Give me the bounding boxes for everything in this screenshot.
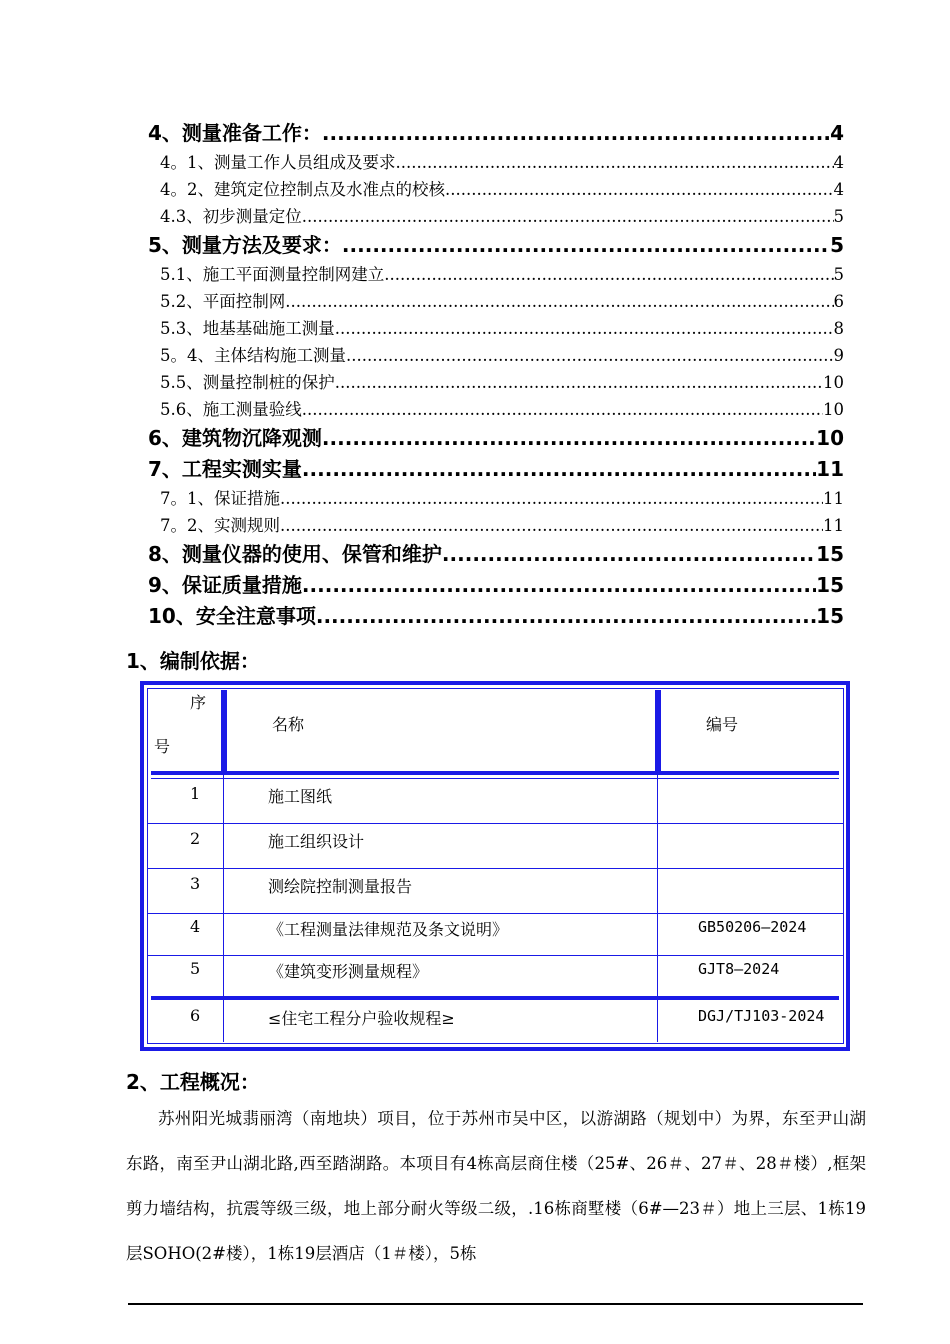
- toc-entry-section[interactable]: [148, 203, 844, 230]
- toc-entry-page: 15: [816, 542, 844, 566]
- row-6-name: ≤住宅工程分户验收规程≥: [268, 1009, 455, 1028]
- table-header-rule: [151, 771, 839, 775]
- toc-entry-page: 4: [833, 153, 844, 172]
- toc-entry-title: 5.2、平面控制网: [160, 292, 286, 311]
- overview-text: 苏州阳光城翡丽湾（南地块）项目，位于苏州市吴中区，以游湖路（规划中）为界，东至尹山湖东路，南至尹山湖北路,西至踏湖路。本项目有4栋高层商住楼（25#、26＃、27＃、28＃楼）,框架剪力墙结构，抗震等级三级，地上部分耐火等级二级，.16栋商墅楼（6#—23＃）地上三层、1栋19层SOHO(2#楼），1栋19层酒店（1＃楼），5栋: [126, 1109, 866, 1263]
- table-header-divider-1: [221, 690, 227, 774]
- toc-entry-section[interactable]: [148, 369, 844, 396]
- row-5-no: 5: [190, 959, 201, 978]
- toc-entry-page: 11: [816, 457, 844, 481]
- toc-entry-chapter[interactable]: [148, 570, 844, 601]
- toc-entry-page: 5: [833, 207, 844, 226]
- toc-entry-chapter[interactable]: [148, 539, 844, 570]
- row-1-name: 施工图纸: [268, 787, 333, 806]
- toc-entry-title: 8、测量仪器的使用、保管和维护: [148, 542, 442, 566]
- toc-leader-dots: [445, 176, 834, 203]
- row-2-name: 施工组织设计: [268, 832, 365, 851]
- toc-leader-dots: [302, 396, 823, 423]
- toc-entry-page: 10: [823, 400, 844, 419]
- toc-entry-chapter[interactable]: [148, 230, 844, 261]
- toc-entry-title: 7。1、保证措施: [160, 489, 280, 508]
- toc-entry-chapter[interactable]: [148, 454, 844, 485]
- toc-entry-page: 5: [830, 233, 844, 257]
- header-code: 编号: [706, 715, 739, 734]
- row-4-code: GB50206—2024: [698, 918, 807, 936]
- toc-entry-title: 7。2、实测规则: [160, 516, 280, 535]
- toc-entry-title: 4.3、初步测量定位: [160, 207, 302, 226]
- toc-entry-page: 15: [816, 604, 844, 628]
- toc-leader-dots: [342, 230, 830, 261]
- table-col-divider-1: [223, 774, 224, 1042]
- toc-leader-dots: [335, 315, 834, 342]
- toc-leader-dots: [442, 539, 816, 570]
- section-heading-basis: 1、编制依据：: [126, 649, 260, 673]
- row-4-name: 《工程测量法律规范及条文说明》: [268, 920, 509, 939]
- row-2-no: 2: [190, 829, 201, 848]
- row-5-code: GJT8—2024: [698, 960, 780, 978]
- table-row-rule: [147, 823, 844, 824]
- toc-entry-title: 4。1、测量工作人员组成及要求: [160, 153, 396, 172]
- toc-entry-title: 5.1、施工平面测量控制网建立: [160, 265, 385, 284]
- toc-entry-title: 5.6、施工测量验线: [160, 400, 302, 419]
- toc-leader-dots: [322, 118, 830, 149]
- toc-entry-title: 5、测量方法及要求：: [148, 233, 342, 257]
- toc-leader-dots: [396, 149, 834, 176]
- row-5-name: 《建筑变形测量规程》: [268, 962, 429, 981]
- toc-entry-title: 5.3、地基基础施工测量: [160, 319, 335, 338]
- toc-entry-page: 10: [823, 373, 844, 392]
- toc-entry-section[interactable]: [148, 176, 844, 203]
- toc-entry-section[interactable]: [148, 485, 844, 512]
- toc-entry-section[interactable]: [148, 512, 844, 539]
- table-header-divider-2: [655, 690, 661, 774]
- toc-entry-page: 4: [830, 121, 844, 145]
- row-3-no: 3: [190, 874, 201, 893]
- toc-entry-page: 10: [816, 426, 844, 450]
- toc-entry-chapter[interactable]: [148, 118, 844, 149]
- table-row-rule: [147, 868, 844, 869]
- toc-leader-dots: [285, 288, 833, 315]
- toc-entry-section[interactable]: [148, 342, 844, 369]
- toc-leader-dots: [335, 369, 823, 396]
- toc-entry-title: 4。2、建筑定位控制点及水准点的校核: [160, 180, 445, 199]
- toc-leader-dots: [280, 485, 823, 512]
- toc-leader-dots: [384, 261, 833, 288]
- table-row-rule-thick: [151, 996, 839, 1000]
- toc-leader-dots: [302, 454, 816, 485]
- row-6-code: DGJ/TJ103-2024: [698, 1007, 825, 1025]
- toc-entry-page: 9: [833, 346, 844, 365]
- table-row-rule: [147, 955, 844, 956]
- toc-entry-page: 6: [833, 292, 844, 311]
- toc-entry-chapter[interactable]: [148, 601, 844, 632]
- toc-entry-title: 5.5、测量控制桩的保护: [160, 373, 335, 392]
- toc-entry-page: 15: [816, 573, 844, 597]
- section-heading-overview: 2、工程概况：: [126, 1070, 260, 1094]
- toc-entry-title: 7、工程实测实量: [148, 457, 302, 481]
- toc-entry-page: 5: [833, 265, 844, 284]
- toc-entry-section[interactable]: [148, 396, 844, 423]
- toc-entry-page: 8: [833, 319, 844, 338]
- toc-entry-title: 5。4、主体结构施工测量: [160, 346, 346, 365]
- table-header-rule-thin: [151, 778, 839, 779]
- table-of-contents: [148, 118, 844, 632]
- toc-entry-page: 11: [823, 516, 844, 535]
- toc-entry-section[interactable]: [148, 149, 844, 176]
- row-3-name: 测绘院控制测量报告: [268, 877, 413, 896]
- row-1-no: 1: [190, 784, 201, 803]
- toc-entry-page: 11: [823, 489, 844, 508]
- toc-entry-section[interactable]: [148, 288, 844, 315]
- toc-entry-chapter[interactable]: [148, 423, 844, 454]
- footer-rule: [128, 1303, 863, 1305]
- toc-entry-title: 9、保证质量措施: [148, 573, 302, 597]
- toc-leader-dots: [322, 423, 816, 454]
- toc-entry-page: 4: [833, 180, 844, 199]
- row-6-no: 6: [190, 1006, 201, 1025]
- toc-leader-dots: [302, 203, 834, 230]
- toc-leader-dots: [316, 601, 816, 632]
- toc-entry-title: 6、建筑物沉降观测: [148, 426, 322, 450]
- overview-paragraph: [126, 1096, 866, 1276]
- toc-entry-title: 4、测量准备工作：: [148, 121, 322, 145]
- header-name: 名称: [272, 715, 305, 734]
- header-no-bottom: 号: [154, 737, 171, 756]
- table-inner-border: [147, 688, 844, 1044]
- toc-entry-section[interactable]: [148, 315, 844, 342]
- toc-entry-section[interactable]: [148, 261, 844, 288]
- toc-leader-dots: [346, 342, 834, 369]
- header-no-top: 序: [190, 693, 207, 712]
- toc-leader-dots: [280, 512, 823, 539]
- table-col-divider-2: [657, 774, 658, 1042]
- row-4-no: 4: [190, 917, 201, 936]
- table-row-rule: [147, 913, 844, 914]
- toc-entry-title: 10、安全注意事项: [148, 604, 316, 628]
- toc-leader-dots: [302, 570, 816, 601]
